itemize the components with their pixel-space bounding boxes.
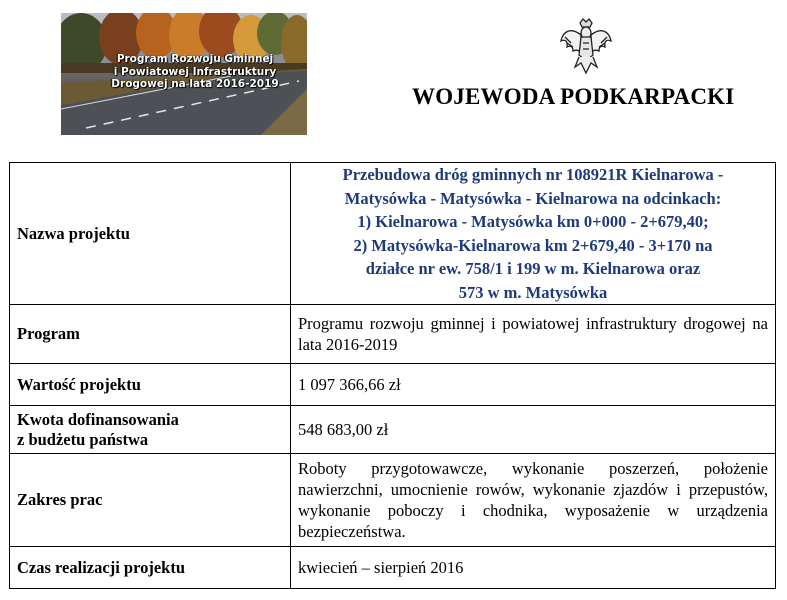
value-project-value: 1 097 366,66 zł [291,364,776,406]
project-name-line-4: 2) Matysówka-Kielnarowa km 2+679,40 - 3+170 na [353,235,713,255]
program-banner-image [61,13,307,135]
label-project-value: Wartość projektu [10,364,291,406]
label-funding-line-2: z budżetu państwa [17,429,149,449]
project-name-line-6: 573 w m. Matysówka [458,282,608,302]
label-funding-line-1: Kwota dofinansowania [17,409,179,429]
project-name-line-3: 1) Kielnarowa - Matysówka km 0+000 - 2+679,40; [357,212,709,231]
banner-line-3: Drogowej na lata 2016-2019 [111,78,279,90]
label-project-name: Nazwa projektu [10,163,291,305]
value-project-name [291,163,776,305]
row-project-name [10,163,776,305]
row-program [10,305,776,364]
voivode-title: WOJEWODA PODKARPACKI [412,84,735,109]
project-name-line-5: działce nr ew. 758/1 i 199 w m. Kielnarowa oraz [365,259,701,278]
project-name-line-1: Przebudowa dróg gminnych nr 108921R Kielnarowa - [342,165,724,184]
value-funding: 548 683,00 zł [291,406,776,454]
banner-line-1: Program Rozwoju Gminnej [116,53,274,65]
banner-caption [97,53,293,91]
value-program: Programu rozwoju gminnej i powiatowej infrastruktury drogowej na lata 2016-2019 [291,305,776,364]
row-funding [10,406,776,454]
label-program: Program [10,305,291,364]
label-scope: Zakres prac [10,454,291,547]
label-time: Czas realizacji projektu [10,547,291,589]
row-scope [10,454,776,547]
row-time [10,547,776,589]
project-name-line-2: Matysówka - Matysówka - Kielnarowa na odcinkach: [344,188,722,208]
project-info-table [9,162,776,589]
banner-line-2: i Powiatowej Infrastruktury [113,65,277,78]
row-project-value [10,364,776,406]
polish-eagle-emblem-icon [559,17,613,77]
value-time: kwiecień – sierpień 2016 [291,547,776,589]
value-scope: Roboty przygotowawcze, wykonanie poszerzeń, położenie nawierzchni, umocnienie rowów, wykonanie zjazdów i przepustów, wykonanie poboczy i chodnika, wyposażenie w urządzenia bezpieczeństwa. [291,454,776,547]
label-funding [10,406,291,454]
